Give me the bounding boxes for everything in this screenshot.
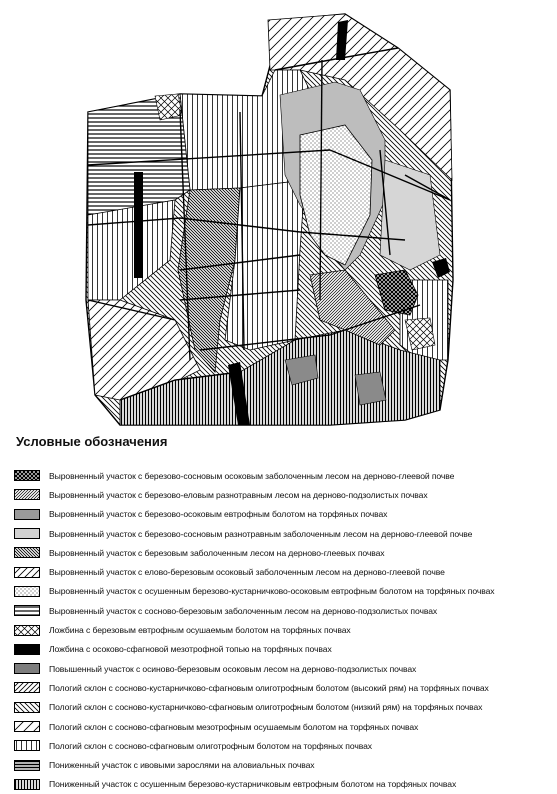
legend-item-label: Выровненный участок с березово-еловым разнотравным лесом на дерново-подзолистых почвах	[49, 489, 428, 500]
legend-item	[14, 736, 549, 755]
dense-crosshatch-swatch-icon	[14, 470, 40, 481]
legend-item	[14, 543, 549, 562]
legend-item	[14, 601, 549, 620]
legend-item-label: Пологий склон с сосново-кустарничково-сфагновым олиготрофным болотом (низкий рям) на торфяных почвах	[49, 702, 483, 713]
legend-item-label: Пониженный участок с осушенным березово-кустарничковым евтрофным болотом на торфяных почвах	[49, 779, 457, 790]
legend-item	[14, 562, 549, 581]
legend-item-label: Выровненный участок с сосново-березовым заболоченным лесом на дерново-подзолистых почвах	[49, 605, 438, 616]
fine-diagonal-swatch-icon	[14, 489, 40, 500]
black-swatch-icon	[14, 644, 40, 655]
map-zone	[355, 372, 386, 405]
legend-item-label: Выровненный участок с березовым заболоченным лесом на дерново-глеевых почвах	[49, 547, 385, 558]
legend-item-label: Выровненный участок с березово-сосновым осоковым заболоченным лесом на дерново-глеевой почве	[49, 470, 455, 481]
sparse-crosshatch-swatch-icon	[14, 625, 40, 636]
legend-item	[14, 717, 549, 736]
sparse-vertical-lines-swatch-icon	[14, 740, 40, 751]
medium-diagonal-swatch-icon	[14, 682, 40, 693]
legend-item-label: Пониженный участок с ивовыми зарослями на аловиальных почвах	[49, 760, 315, 771]
legend-item-label: Пологий склон с сосново-сфагновым мезотрофным осушаемым болотом на торфяных почвах	[49, 721, 419, 732]
horizontal-lines-swatch-icon	[14, 605, 40, 616]
legend-item-label: Выровненный участок с елово-березовым осоковый заболоченным лесом на дерново-глеевой почве	[49, 567, 445, 578]
dark-gray-swatch-icon	[14, 509, 40, 520]
legend-item	[14, 582, 549, 601]
light-gray-swatch-icon	[14, 528, 40, 539]
legend	[14, 466, 549, 794]
dense-horizontal-lines-swatch-icon	[14, 760, 40, 771]
legend-item-label: Ложбина с березовым евтрофным осушаемым болотом на торфяных почвах	[49, 625, 351, 636]
legend-item	[14, 775, 549, 794]
legend-item	[14, 620, 549, 639]
legend-item-label: Выровненный участок с березово-осоковым евтрофным болотом на торфяных почвах	[49, 509, 388, 520]
legend-item	[14, 485, 549, 504]
dotted-swatch-icon	[14, 586, 40, 597]
wide-diagonal-swatch-icon	[14, 721, 40, 732]
medium-gray-swatch-icon	[14, 663, 40, 674]
legend-item	[14, 640, 549, 659]
legend-item	[14, 466, 549, 485]
legend-item-label: Повышенный участок с осиново-березовым осоковым лесом на дерново-подзолистых почвах	[49, 663, 417, 674]
legend-item-label: Выровненный участок с березово-сосновым разнотравным заболоченным лесом на дерново-глеевой почве	[49, 528, 473, 539]
dense-vertical-lines-swatch-icon	[14, 779, 40, 790]
sparse-diagonal-swatch-icon	[14, 567, 40, 578]
legend-item	[14, 505, 549, 524]
map-zone	[134, 172, 143, 278]
fine-back-diagonal-swatch-icon	[14, 702, 40, 713]
legend-item-label: Ложбина с осоково-сфагновой мезотрофной топью на торфяных почвах	[49, 644, 332, 655]
map-zone	[155, 94, 182, 120]
legend-item-label: Выровненный участок с осушенным березово-кустарничково-осоковым евтрофным болотом на торфяных почвах	[49, 586, 495, 597]
legend-item-label: Пологий склон с сосново-сфагновым олиготрофным болотом на торфяных почвах	[49, 740, 372, 751]
legend-item-label: Пологий склон с сосново-кустарничково-сфагновым олиготрофным болотом (высокий рям) на торфяных почвах	[49, 682, 489, 693]
back-diagonal-swatch-icon	[14, 547, 40, 558]
legend-item	[14, 698, 549, 717]
legend-item	[14, 678, 549, 697]
legend-item	[14, 755, 549, 774]
legend-item	[14, 524, 549, 543]
legend-item	[14, 659, 549, 678]
legend-title: Условные обозначения	[16, 434, 168, 449]
